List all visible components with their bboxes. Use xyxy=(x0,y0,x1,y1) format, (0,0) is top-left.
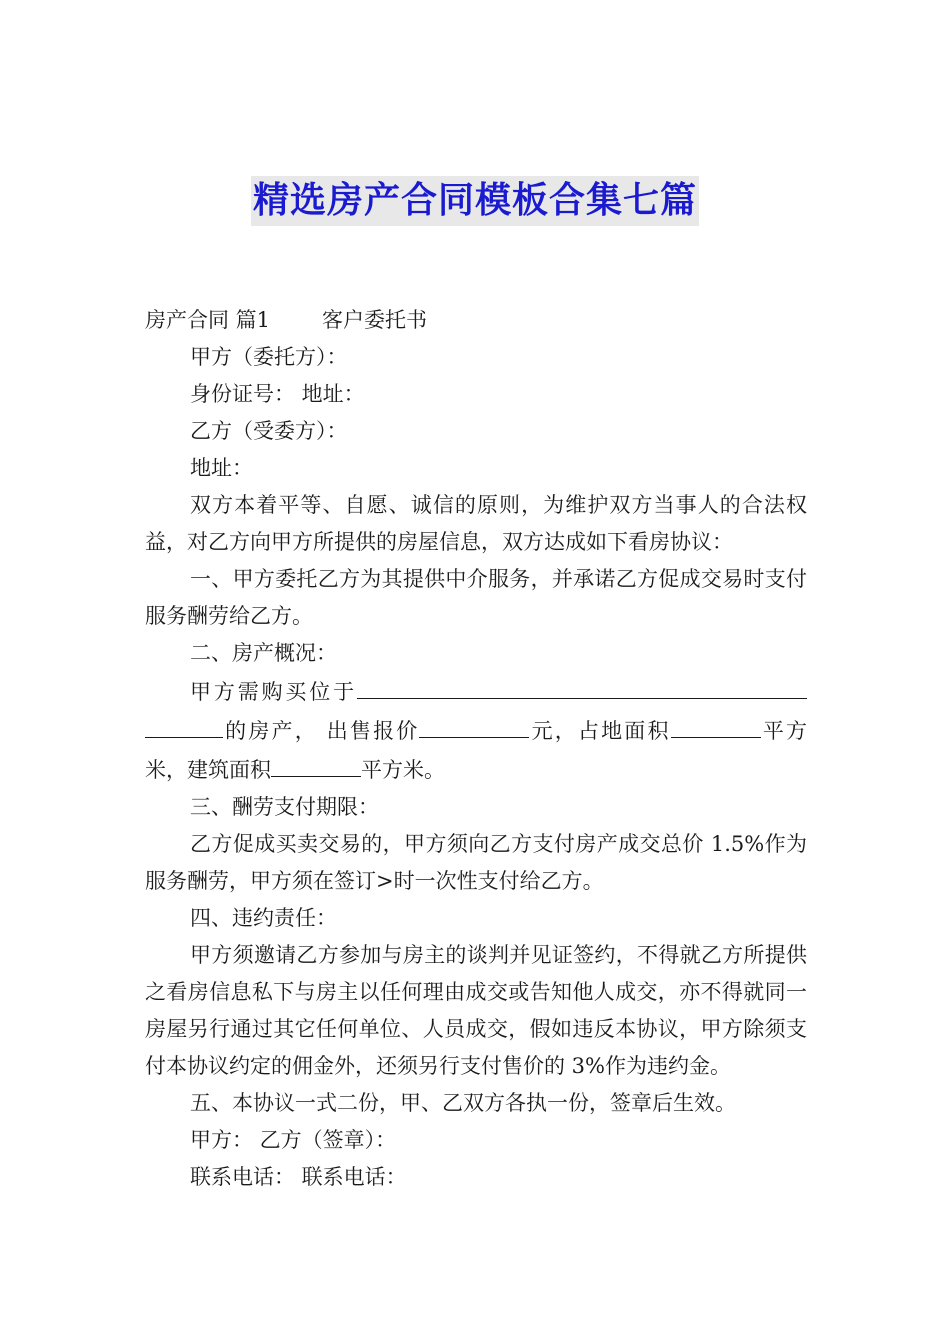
clause-1-paragraph: 一、甲方委托乙方为其提供中介服务，并承诺乙方促成交易时支付服务酬劳给乙方。 xyxy=(145,567,807,628)
price-blank xyxy=(419,711,529,738)
document-title: 精选房产合同模板合集七篇 xyxy=(251,176,699,226)
section-doc-name: 客户委托书 xyxy=(322,308,428,332)
clause-3-paragraph: 乙方促成买卖交易的，甲方须向乙方支付房产成交总价 1.5%作为服务酬劳，甲方须在签订>时一次性支付给乙方。 xyxy=(145,832,807,893)
title-container xyxy=(0,176,950,226)
unit-text: 平方米。 xyxy=(361,758,445,782)
clause-5-paragraph: 五、本协议一式二份，甲、乙双方各执一份，签章后生效。 xyxy=(190,1091,736,1115)
property-location-text: 甲方需购买位于 xyxy=(190,680,357,704)
location-blank xyxy=(357,672,807,699)
asking-price-text: 的房产， 出售报价 xyxy=(223,719,420,743)
address-line: 地址： xyxy=(190,456,253,480)
building-area-blank xyxy=(271,750,361,777)
location-blank-cont xyxy=(145,711,223,738)
party-a-line: 甲方（委托方）： xyxy=(190,345,348,369)
clause-4-paragraph: 甲方须邀请乙方参加与房主的谈判并见证签约，不得就乙方所提供之看房信息私下与房主以任何理由成交或告知他人成交，亦不得就同一房屋另行通过其它任何单位、人员成交，假如违反本协议，甲方除须支付本协议约定的佣金外，还须另行支付售价的 3%作为违约金。 xyxy=(145,943,807,1078)
building-area-text: 平方米，建筑面积 xyxy=(145,719,808,782)
clause-3-heading: 三、酬劳支付期限： xyxy=(190,795,379,819)
id-address-line: 身份证号： 地址： xyxy=(190,382,365,406)
clause-4-heading: 四、违约责任： xyxy=(190,906,337,930)
preamble-paragraph: 双方本着平等、自愿、诚信的原则，为维护双方当事人的合法权益，对乙方向甲方所提供的房屋信息，双方达成如下看房协议： xyxy=(145,493,807,554)
clause-2-heading: 二、房产概况： xyxy=(190,641,337,665)
document-body xyxy=(145,302,807,1196)
property-overview-paragraph xyxy=(145,672,807,789)
section-label: 房产合同 篇1 xyxy=(145,308,271,332)
section-heading xyxy=(145,302,807,339)
party-b-line: 乙方（受委方）： xyxy=(190,419,348,443)
land-area-text: 元，占地面积 xyxy=(529,719,671,743)
signature-line: 甲方： 乙方（签章）： xyxy=(190,1128,397,1152)
land-area-blank xyxy=(671,711,761,738)
phone-line: 联系电话： 联系电话： xyxy=(190,1165,407,1189)
